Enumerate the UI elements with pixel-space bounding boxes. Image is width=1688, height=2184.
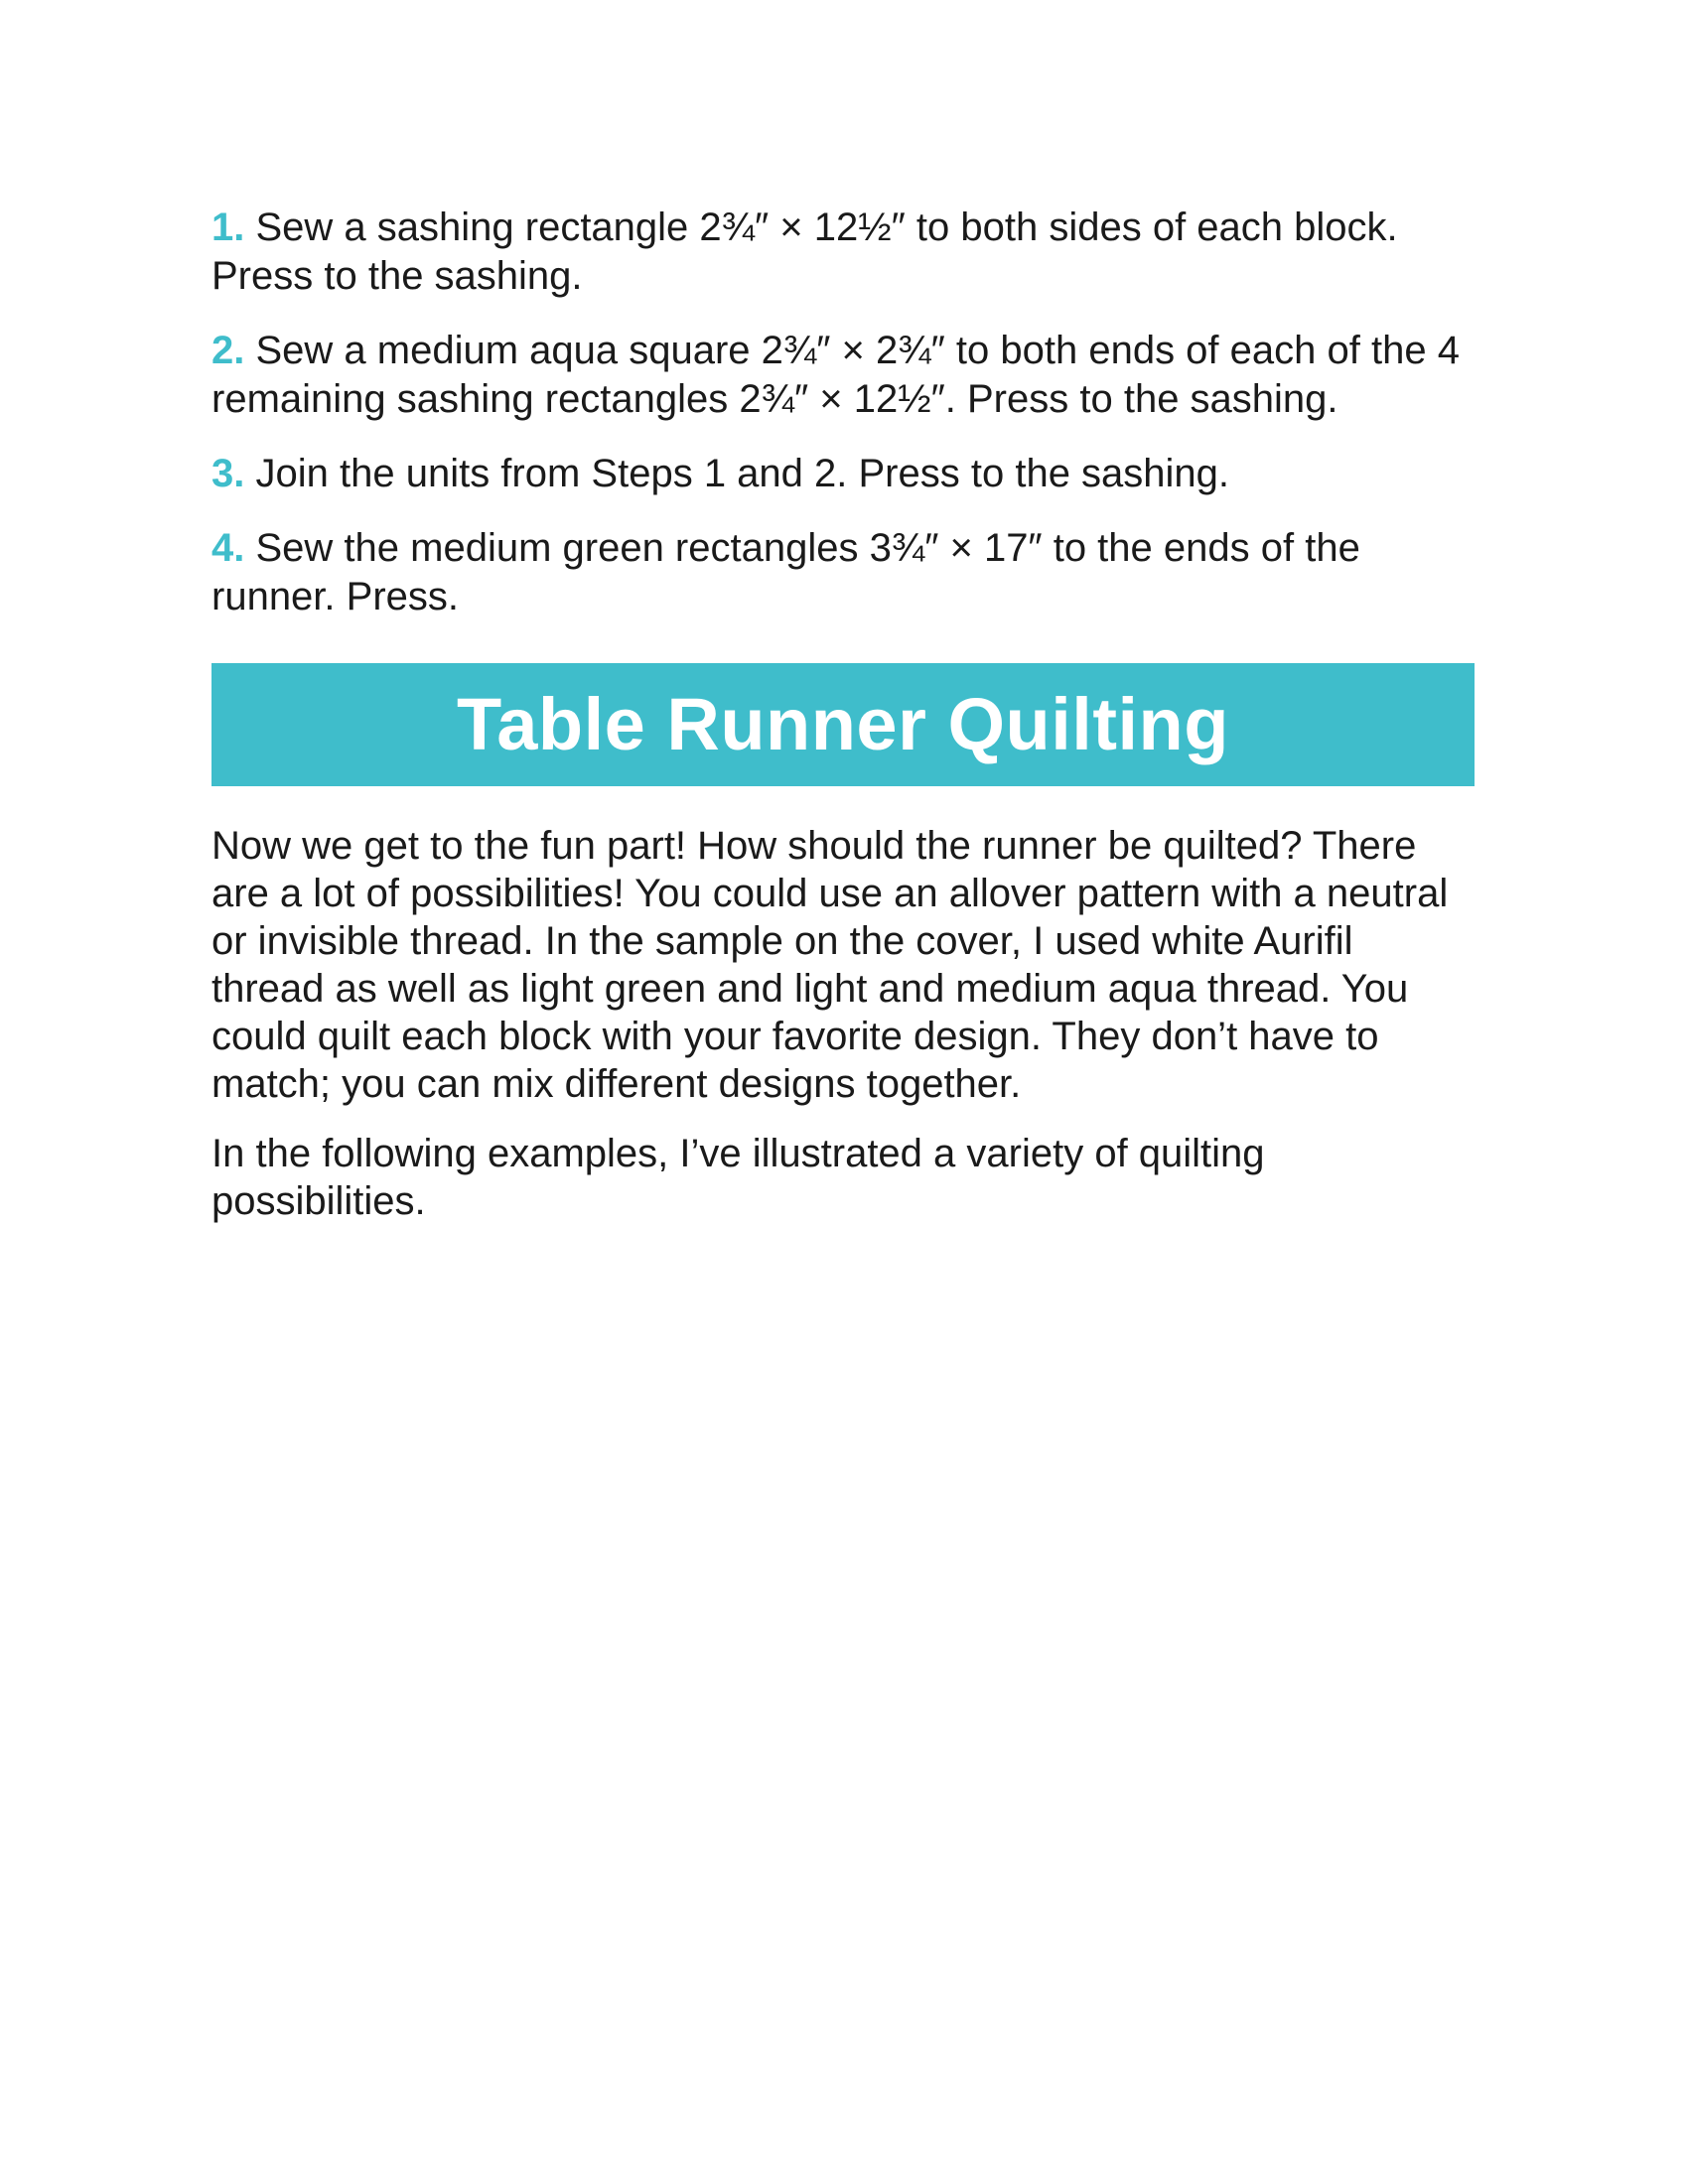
step-number: 1. <box>211 205 245 249</box>
section-body <box>211 822 1475 1225</box>
step-3 <box>211 450 1475 498</box>
instruction-steps <box>211 204 1475 621</box>
body-paragraph: Now we get to the fun part! How should the runner be quilted? There are a lot of possibilities! You could use an allover pattern with a neutral or invisible thread. In the sample on the cover, I used white Aurifil thread as well as light green and light and medium aqua thread. You could quilt each block with your favorite design. They don’t have to match; you can mix different designs together. <box>211 824 1449 1106</box>
step-text: Join the units from Steps 1 and 2. Press to the sashing. <box>255 452 1230 495</box>
step-2 <box>211 327 1475 424</box>
section-banner <box>211 663 1475 786</box>
body-paragraph: In the following examples, I’ve illustrated a variety of quilting possibilities. <box>211 1132 1265 1223</box>
step-text: Sew the medium green rectangles 3¾″ × 17″ to the ends of the runner. Press. <box>211 526 1360 618</box>
step-number: 4. <box>211 526 245 570</box>
step-4 <box>211 524 1475 621</box>
document-page <box>211 204 1475 1247</box>
section-title: Table Runner Quilting <box>457 683 1229 765</box>
step-number: 2. <box>211 329 245 372</box>
step-1 <box>211 204 1475 301</box>
step-text: Sew a medium aqua square 2¾″ × 2¾″ to both ends of each of the 4 remaining sashing rectangles 2¾″ × 12½″. Press to the sashing. <box>211 329 1460 421</box>
step-number: 3. <box>211 452 245 495</box>
step-text: Sew a sashing rectangle 2¾″ × 12½″ to both sides of each block. Press to the sashing. <box>211 205 1398 298</box>
